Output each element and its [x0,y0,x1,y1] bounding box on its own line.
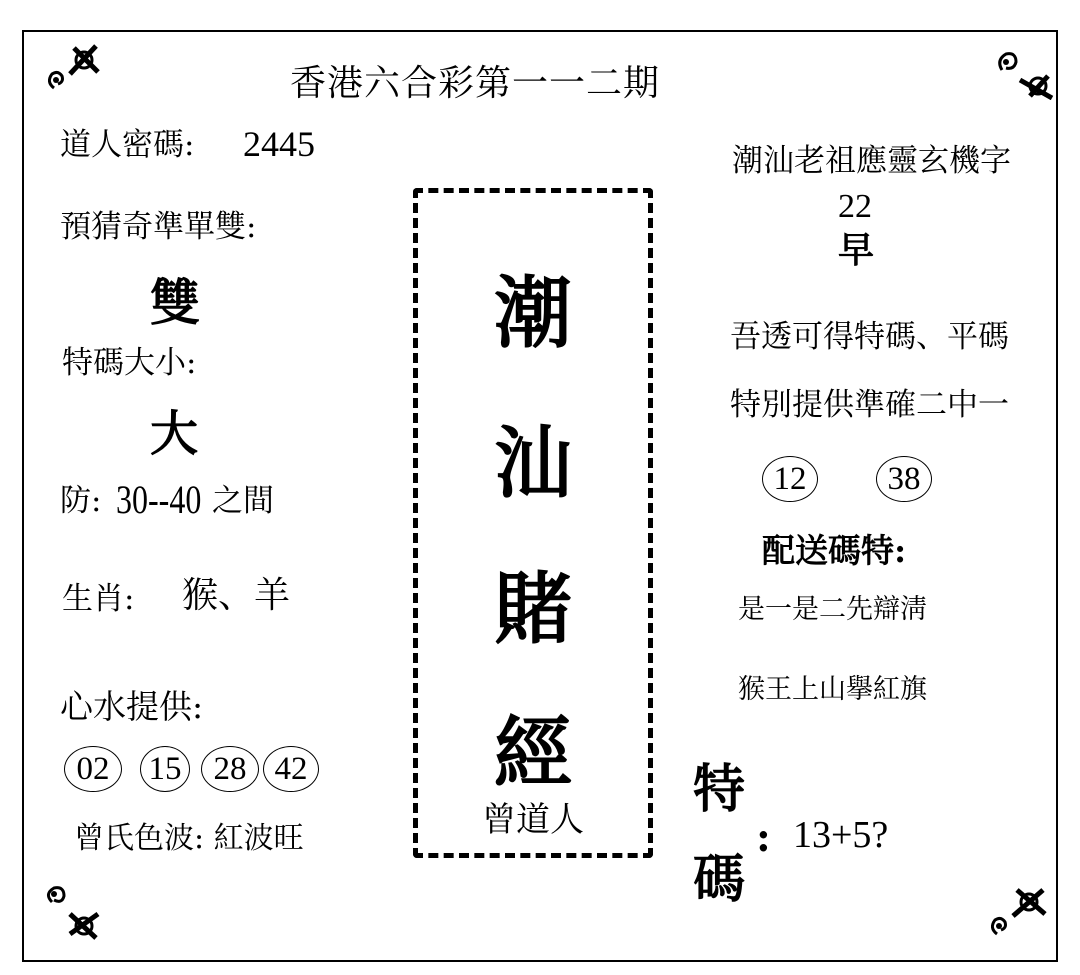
password-value: 2445 [243,124,315,164]
corner-ornament-icon [40,38,110,98]
size-label: 特碼大小: [62,345,197,381]
color-wave: 曾氏色波: 紅波旺 [74,821,304,856]
size-value: 大 [150,406,199,462]
poem-line-1: 是一是二先辯淸 [738,594,927,625]
poem-line-2: 猴王上山擧紅旗 [738,674,927,705]
special-label-bottom: 碼 [693,849,746,910]
heart-number: 15 [140,746,190,792]
password-label: 道人密碼: [60,127,195,163]
heart-number: 02 [64,746,122,792]
special-label-top: 特 [693,759,746,820]
title-char: 賭 [493,564,572,655]
pair-number: 38 [876,456,932,502]
riddle-number: 22 [838,188,872,225]
special-value: 13+5? [793,814,889,856]
corner-ornament-icon [990,40,1060,100]
odd-even-label: 預猜奇準單雙: [60,209,257,245]
title-box [413,188,653,858]
special-colon: : [756,814,771,861]
title-char: 經 [493,708,572,799]
pair-number: 12 [762,456,818,502]
corner-ornament-icon [40,880,110,940]
title-char: 汕 [493,418,572,509]
zodiac-label: 生肖: [62,581,135,617]
odd-even-value: 雙 [150,273,200,332]
zodiac-value: 猴、羊 [182,575,291,616]
title-char: 潮 [493,268,572,359]
heart-number: 28 [201,746,259,792]
hint-line-1: 吾透可得特碼、平碼 [730,319,1009,355]
corner-ornament-icon [985,880,1055,940]
riddle-char: 早 [838,229,875,271]
author: 曾道人 [482,800,584,840]
poem-title: 配送碼特: [762,531,907,570]
heart-label: 心水提供: [60,687,204,726]
heart-number: 42 [263,746,319,792]
guard-value: 30--40 [116,477,202,522]
page-title: 香港六合彩第一一二期 [290,63,661,104]
guard-label: 防: [60,483,102,519]
riddle-title: 潮汕老祖應靈玄機字 [732,143,1011,179]
guard-suffix: 之間 [212,483,274,519]
hint-line-2: 特別提供準確二中一 [730,387,1009,423]
